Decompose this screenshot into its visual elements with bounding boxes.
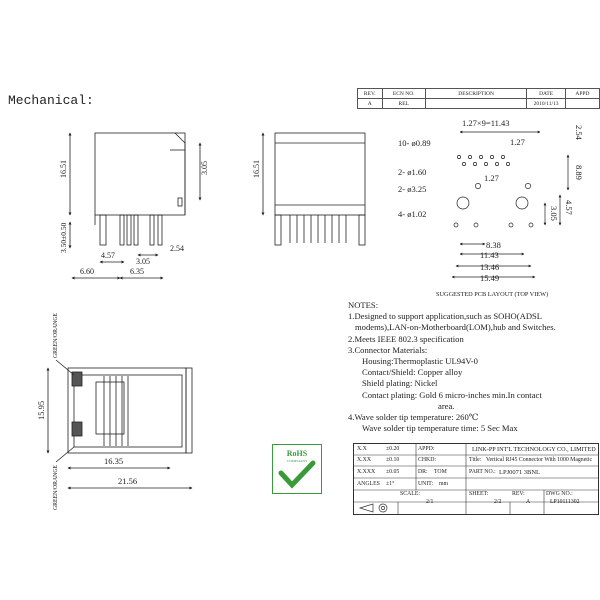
title-label: Title: [469,457,482,463]
tol3-value: ±0.05 [386,469,400,475]
pcb-pitch: 1.27 [510,137,525,147]
tol3-label: X.XXX [357,469,376,475]
pcb-h2: 4.57 [564,200,574,215]
pcb-h3: 3.05 [549,206,559,221]
led-label-top: GREEN/ORANGE [53,312,59,358]
side-pitch-a: 4.57 [101,251,115,260]
pcb-row-offset: 2.54 [574,125,584,140]
title-block [353,443,599,515]
pcb-pitch-2: 1.27 [484,173,499,183]
unit-label: UNIT: [418,481,434,487]
sheet-value: 2/2 [494,499,502,505]
note-3b: Contact/Shield: Copper alloy [362,367,463,378]
tol2-value: ±0.10 [386,457,400,463]
side-pitch-c: 3.05 [136,257,150,266]
angle-value: ±1° [386,481,395,487]
appd-header: APPD [565,89,599,99]
scale-label: SCALE: [400,491,420,497]
notes-section [348,300,598,434]
side-pitch-b: 2.54 [170,244,184,253]
sheet-label: SHEET: [469,491,489,497]
tol1-value: ±0.20 [386,446,400,452]
dwg-value: LP10111302 [550,499,580,505]
tol1-label: X.X [357,446,367,452]
dr-label: DR: [418,469,428,475]
angle-label: ANGLES [357,481,380,487]
pcb-caption: SUGGESTED PCB LAYOUT (TOP VIEW) [436,291,549,298]
note-3e: area. [438,400,455,411]
side-view [70,133,200,278]
note-1-cont: modems),LAN-on-Motherboard(LOM),hub and Switches. [355,322,556,333]
pcb-h1: 8.89 [574,165,584,180]
pcb-pitch-span: 1.27×9=11.43 [462,118,510,128]
description-header: DESCRIPTION [425,89,526,99]
appd-label: APPD: [418,446,435,452]
checkmark-icon [281,463,313,485]
bottom-width-1: 16.35 [104,456,124,466]
part-label: PART NO.: [469,469,496,475]
side-standoff-label: 3.50±0.50 [59,222,68,253]
dwg-label: DWG NO.: [546,491,573,497]
pcb-holes-10: 10- ø0.89 [398,138,431,148]
note-4: 4.Wave solder tip temperature: 260℃ [348,412,479,423]
note-3a: Housing:Thermoplastic UL94V-0 [362,356,478,367]
date-header: DATE [527,89,565,99]
pcb-holes-2a: 2- ø1.60 [398,167,427,177]
note-3d: Contact plating: Gold 6 micro-inches min.In contact [362,389,542,400]
side-width-2: 6.35 [130,267,144,276]
notes-heading: NOTES: [348,300,379,310]
front-view [263,133,365,245]
note-3: 3.Connector Materials: [348,344,428,355]
pcb-d1: 8.38 [486,240,501,250]
side-lead-label: 3.05 [200,161,209,175]
projection-symbol-icon [357,502,397,514]
pcb-d4: 15.49 [480,273,500,283]
page-title: Mechanical: [8,93,94,108]
note-1: 1.Designed to support application,such as SOHO(ADSL [348,311,543,322]
rohs-sub: COMPLIANT [286,459,308,463]
rev-header: REV. [358,89,383,99]
note-3c: Shield plating: Nickel [362,378,438,389]
ecn-header: ECN NO. [382,89,425,99]
led-label-bottom: GREEN/ORANGE [53,464,59,510]
title-value: Vertical RJ45 Connector With 1000 Magnetic [486,457,593,463]
pcb-d3: 13.46 [480,262,500,272]
note-2: 2.Meets IEEE 802.3 specification [348,333,464,344]
date-value: 2010/11/13 [527,99,565,109]
unit-value: mm [439,481,449,487]
rohs-text: RoHS [286,449,308,458]
side-width-1: 6.60 [80,267,94,276]
pcb-layout [452,132,568,277]
front-height-label: 16.51 [252,160,261,178]
scale-value: 2/1 [426,499,434,505]
company-name: LINK-PP INT'L TECHNOLOGY CO., LIMITED [472,446,596,453]
pcb-d2: 11.43 [480,250,499,260]
tol2-label: X.XX [357,457,372,463]
note-4b: Wave solder tip temperature time: 5 Sec Max [362,423,518,434]
chkd-label: CHKD: [418,457,437,463]
bottom-width-2: 21.56 [118,476,138,486]
pcb-holes-4: 4- ø1.02 [398,209,427,219]
dr-name: TOM [434,469,447,475]
ecn-value: REL [382,99,425,109]
part-value: LPJ0071 3BNL [499,469,540,476]
rohs-logo [272,444,322,494]
rev-value: A [358,99,383,109]
rev-value: A [526,499,531,505]
bottom-height-label: 15.95 [36,400,46,420]
pcb-holes-2b: 2- ø3.25 [398,184,427,194]
bottom-view [48,360,192,488]
side-height-label: 16.51 [59,160,68,178]
rev-label: REV: [512,491,525,497]
